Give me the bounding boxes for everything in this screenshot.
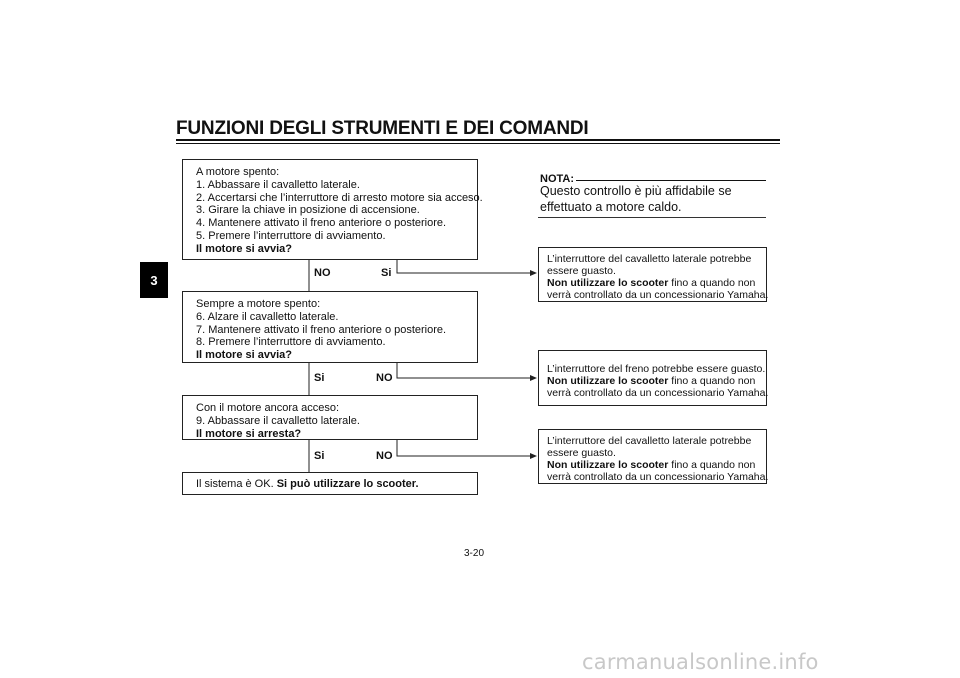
warning-line: L’interruttore del cavalletto laterale potrebbe — [547, 253, 752, 265]
branch-label-no: NO — [376, 372, 393, 384]
connector-box2-right2 — [397, 363, 536, 378]
connector-box3-right3 — [397, 440, 536, 456]
watermark: carmanualsonline.info — [582, 650, 819, 674]
warning-line: fino a quando non — [668, 459, 756, 471]
warning-line: L’interruttore del cavalletto laterale potrebbe — [547, 435, 752, 447]
warning-line: fino a quando non — [668, 277, 756, 289]
warning-line: essere guasto. — [547, 447, 616, 459]
box1-line: 5. Premere l’interruttore di avviamento. — [196, 229, 386, 242]
box3-question: Il motore si arresta? — [196, 427, 302, 440]
box1-line: 1. Abbassare il cavalletto laterale. — [196, 178, 360, 191]
box2-line: 7. Mantenere attivato il freno anteriore o posteriore. — [196, 323, 447, 336]
warning-box-sidestand-2 — [538, 429, 767, 484]
page-number: 3-20 — [464, 548, 485, 559]
note-title: NOTA: — [540, 173, 575, 185]
result-bold: Si può utilizzare lo scooter. — [276, 478, 419, 490]
warning-line: verrà controllato da un concessionario Yamaha. — [547, 387, 769, 399]
box2-line: Sempre a motore spento: — [196, 298, 321, 310]
box3-line: Con il motore ancora acceso: — [196, 402, 340, 414]
flow-step-box-3 — [182, 395, 478, 440]
box2-line: 8. Premere l’interruttore di avviamento. — [196, 336, 386, 349]
flow-step-box-1 — [182, 159, 483, 260]
note-text: Questo controllo è più affidabile se effettuato a motore caldo. — [540, 184, 732, 214]
note-bottom-rule — [538, 217, 766, 218]
box2-line: 6. Alzare il cavalletto laterale. — [196, 310, 339, 323]
branch-label-yes: Si — [314, 450, 325, 462]
warning-line: L’interruttore del freno potrebbe essere guasto. — [547, 363, 766, 375]
warning-line: fino a quando non — [668, 375, 756, 387]
note-title-rule — [576, 180, 766, 181]
result-text: Il sistema è OK. — [196, 478, 277, 490]
warning-line: verrà controllato da un concessionario Yamaha. — [547, 471, 769, 483]
connector-box1-right1 — [397, 260, 536, 273]
branch-label-yes: Si — [381, 267, 392, 279]
box1-line: A motore spento: — [196, 166, 280, 178]
box1-question: Il motore si avvia? — [196, 242, 292, 255]
box1-line: 2. Accertarsi che l’interruttore di arresto motore sia acceso. — [196, 191, 483, 204]
box2-question: Il motore si avvia? — [196, 349, 292, 362]
box1-line: 3. Girare la chiave in posizione di accensione. — [196, 204, 420, 217]
branch-label-no: NO — [314, 267, 331, 279]
branch-label-yes: Si — [314, 372, 325, 384]
page-header-title: FUNZIONI DEGLI STRUMENTI E DEI COMANDI — [176, 118, 589, 139]
branch-label-no: NO — [376, 450, 393, 462]
warning-line: essere guasto. — [547, 265, 616, 277]
warning-line: verrà controllato da un concessionario Yamaha. — [547, 289, 769, 301]
warning-bold: Non utilizzare lo scooter — [547, 277, 669, 289]
chapter-tab: 3 — [140, 262, 168, 298]
flow-result-box — [182, 472, 478, 495]
flow-step-box-2 — [182, 291, 478, 363]
warning-bold: Non utilizzare lo scooter — [547, 459, 669, 471]
box1-line: 4. Mantenere attivato il freno anteriore o posteriore. — [196, 217, 447, 230]
warning-box-brake — [538, 350, 767, 406]
box3-line: 9. Abbassare il cavalletto laterale. — [196, 414, 360, 427]
warning-bold: Non utilizzare lo scooter — [547, 375, 669, 387]
warning-box-sidestand — [538, 247, 767, 302]
